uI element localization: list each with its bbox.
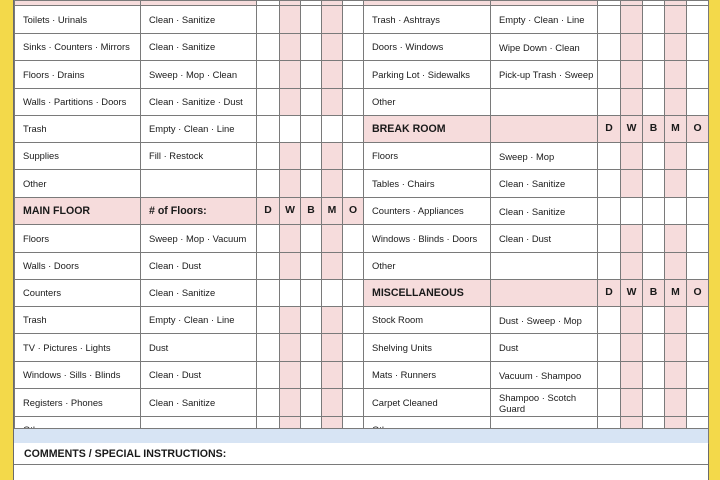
checklist-row — [15, 361, 709, 389]
right-area-cell: Mats · Runners — [364, 361, 491, 389]
left-area-cell: Trash — [15, 116, 141, 143]
left-checkbox-cell[interactable] — [322, 361, 343, 389]
right-checkbox-cell[interactable] — [621, 142, 643, 170]
left-checkbox-cell[interactable] — [257, 389, 280, 417]
right-checkbox-cell[interactable] — [598, 142, 621, 170]
right-checkbox-cell[interactable] — [687, 252, 709, 280]
right-area-cell: Floors — [364, 142, 491, 170]
left-checkbox-cell[interactable] — [280, 225, 301, 253]
right-area-cell: Doors · Windows — [364, 33, 491, 61]
right-area-cell: Parking Lot · Sidewalks — [364, 61, 491, 89]
left-checkbox-cell[interactable] — [280, 306, 301, 334]
left-checkbox-cell[interactable] — [257, 225, 280, 253]
left-checkbox-cell[interactable] — [280, 142, 301, 170]
left-task-cell: Dust — [141, 334, 257, 362]
left-frequency-header: D — [257, 197, 280, 225]
left-checkbox-cell[interactable] — [301, 88, 322, 116]
right-checkbox-cell[interactable] — [643, 197, 665, 225]
right-checkbox-cell[interactable] — [643, 361, 665, 389]
left-checkbox-cell[interactable] — [257, 88, 280, 116]
left-checkbox-cell[interactable] — [343, 88, 364, 116]
left-checkbox-cell[interactable] — [322, 225, 343, 253]
left-checkbox-cell[interactable] — [343, 334, 364, 362]
checklist-row — [15, 280, 709, 307]
cleaning-checklist-table — [14, 0, 709, 444]
left-area-cell: Registers · Phones — [15, 389, 141, 417]
checklist-row — [15, 389, 709, 417]
right-frequency-header: W — [621, 116, 643, 143]
left-checkbox-cell[interactable] — [343, 33, 364, 61]
right-checkbox-cell[interactable] — [598, 197, 621, 225]
right-checkbox-cell[interactable] — [687, 306, 709, 334]
left-checkbox-cell[interactable] — [301, 280, 322, 307]
right-checkbox-cell[interactable] — [598, 33, 621, 61]
right-frequency-header: D — [598, 280, 621, 307]
right-checkbox-cell[interactable] — [621, 170, 643, 198]
right-area-cell: Tables · Chairs — [364, 170, 491, 198]
left-checkbox-cell[interactable] — [280, 252, 301, 280]
right-checkbox-cell[interactable] — [665, 252, 687, 280]
right-checkbox-cell[interactable] — [598, 252, 621, 280]
right-task-cell: Empty · Clean · Line — [491, 6, 598, 34]
left-checkbox-cell[interactable] — [322, 33, 343, 61]
comments-writing-line[interactable] — [14, 464, 708, 465]
left-checkbox-cell[interactable] — [257, 361, 280, 389]
left-checkbox-cell[interactable] — [343, 389, 364, 417]
left-checkbox-cell[interactable] — [322, 334, 343, 362]
checklist-row — [15, 334, 709, 362]
right-checkbox-cell[interactable] — [598, 6, 621, 34]
checklist-row — [15, 170, 709, 198]
left-checkbox-cell[interactable] — [301, 252, 322, 280]
right-task-cell: Dust — [491, 334, 598, 362]
right-checkbox-cell[interactable] — [643, 252, 665, 280]
left-task-cell: Clean · Sanitize — [141, 33, 257, 61]
right-checkbox-cell[interactable] — [687, 142, 709, 170]
left-checkbox-cell[interactable] — [280, 170, 301, 198]
section-divider-band — [14, 428, 708, 444]
right-checkbox-cell[interactable] — [643, 142, 665, 170]
left-task-cell: Clean · Sanitize · Dust — [141, 88, 257, 116]
right-checkbox-cell[interactable] — [665, 389, 687, 417]
left-checkbox-cell[interactable] — [322, 252, 343, 280]
left-checkbox-cell[interactable] — [280, 361, 301, 389]
left-section-title: MAIN FLOOR — [15, 197, 141, 225]
checklist-row — [15, 252, 709, 280]
right-checkbox-cell[interactable] — [687, 6, 709, 34]
checklist-row — [15, 116, 709, 143]
right-task-cell: Sweep · Mop — [491, 142, 598, 170]
left-area-cell: Floors · Drains — [15, 61, 141, 89]
right-checkbox-cell[interactable] — [687, 389, 709, 417]
checklist-row — [15, 33, 709, 61]
right-checkbox-cell[interactable] — [687, 225, 709, 253]
right-checkbox-cell[interactable] — [643, 306, 665, 334]
left-checkbox-cell[interactable] — [280, 280, 301, 307]
right-checkbox-cell[interactable] — [621, 389, 643, 417]
left-checkbox-cell[interactable] — [280, 88, 301, 116]
left-checkbox-cell[interactable] — [301, 334, 322, 362]
left-checkbox-cell[interactable] — [343, 61, 364, 89]
right-checkbox-cell[interactable] — [665, 6, 687, 34]
left-checkbox-cell[interactable] — [322, 389, 343, 417]
right-checkbox-cell[interactable] — [621, 361, 643, 389]
left-area-cell: TV · Pictures · Lights — [15, 334, 141, 362]
right-checkbox-cell[interactable] — [665, 33, 687, 61]
left-section-subtitle: # of Floors: — [141, 197, 257, 225]
left-checkbox-cell[interactable] — [257, 170, 280, 198]
left-task-cell: Sweep · Mop · Clean — [141, 61, 257, 89]
left-checkbox-cell[interactable] — [280, 33, 301, 61]
right-checkbox-cell[interactable] — [621, 88, 643, 116]
right-section-subtitle — [491, 116, 598, 143]
left-checkbox-cell[interactable] — [343, 361, 364, 389]
right-checkbox-cell[interactable] — [621, 61, 643, 89]
left-area-cell: Floors — [15, 225, 141, 253]
right-checkbox-cell[interactable] — [621, 33, 643, 61]
right-task-cell: Wipe Down · Clean — [491, 33, 598, 61]
right-checkbox-cell[interactable] — [687, 61, 709, 89]
left-checkbox-cell[interactable] — [301, 33, 322, 61]
left-area-cell: Windows · Sills · Blinds — [15, 361, 141, 389]
right-checkbox-cell[interactable] — [643, 389, 665, 417]
right-checkbox-cell[interactable] — [643, 334, 665, 362]
right-area-cell: Counters · Appliances — [364, 197, 491, 225]
left-checkbox-cell[interactable] — [322, 61, 343, 89]
right-checkbox-cell[interactable] — [621, 252, 643, 280]
left-checkbox-cell[interactable] — [343, 225, 364, 253]
left-checkbox-cell[interactable] — [257, 334, 280, 362]
left-checkbox-cell[interactable] — [257, 252, 280, 280]
left-checkbox-cell[interactable] — [257, 280, 280, 307]
left-checkbox-cell[interactable] — [257, 306, 280, 334]
left-task-cell: Clean · Sanitize — [141, 280, 257, 307]
left-task-cell: Clean · Dust — [141, 361, 257, 389]
right-checkbox-cell[interactable] — [621, 334, 643, 362]
comments-section — [14, 443, 708, 480]
right-checkbox-cell[interactable] — [687, 361, 709, 389]
left-area-cell: Walls · Partitions · Doors — [15, 88, 141, 116]
right-checkbox-cell[interactable] — [598, 170, 621, 198]
left-checkbox-cell[interactable] — [257, 6, 280, 34]
left-checkbox-cell[interactable] — [301, 142, 322, 170]
left-checkbox-cell[interactable] — [280, 116, 301, 143]
checklist-row — [15, 306, 709, 334]
left-frequency-header: O — [343, 197, 364, 225]
left-area-cell: Sinks · Counters · Mirrors — [15, 33, 141, 61]
right-checkbox-cell[interactable] — [687, 334, 709, 362]
left-checkbox-cell[interactable] — [301, 116, 322, 143]
left-checkbox-cell[interactable] — [257, 116, 280, 143]
left-area-cell: Trash — [15, 306, 141, 334]
left-checkbox-cell[interactable] — [322, 116, 343, 143]
right-checkbox-cell[interactable] — [643, 170, 665, 198]
right-area-cell: Other — [364, 252, 491, 280]
left-checkbox-cell[interactable] — [301, 306, 322, 334]
right-area-cell: Carpet Cleaned — [364, 389, 491, 417]
right-checkbox-cell[interactable] — [687, 197, 709, 225]
checklist-row — [15, 225, 709, 253]
right-task-cell: Dust · Sweep · Mop — [491, 306, 598, 334]
right-checkbox-cell[interactable] — [665, 306, 687, 334]
left-task-cell: Clean · Sanitize — [141, 6, 257, 34]
left-area-cell: Toilets · Urinals — [15, 6, 141, 34]
right-area-cell: Shelving Units — [364, 334, 491, 362]
left-checkbox-cell[interactable] — [257, 61, 280, 89]
left-frequency-header: B — [301, 197, 322, 225]
left-checkbox-cell[interactable] — [280, 389, 301, 417]
left-checkbox-cell[interactable] — [301, 389, 322, 417]
right-checkbox-cell[interactable] — [665, 170, 687, 198]
left-checkbox-cell[interactable] — [280, 61, 301, 89]
left-checkbox-cell[interactable] — [343, 306, 364, 334]
checklist-sheet — [13, 0, 709, 480]
right-section-title: MISCELLANEOUS — [364, 280, 491, 307]
right-task-cell — [491, 88, 598, 116]
right-task-cell — [491, 252, 598, 280]
right-checkbox-cell[interactable] — [621, 6, 643, 34]
right-checkbox-cell[interactable] — [598, 361, 621, 389]
right-checkbox-cell[interactable] — [665, 225, 687, 253]
right-frequency-header: M — [665, 280, 687, 307]
left-frequency-header: M — [322, 197, 343, 225]
left-checkbox-cell[interactable] — [280, 6, 301, 34]
right-task-cell: Clean · Sanitize — [491, 197, 598, 225]
right-area-cell: Other — [364, 88, 491, 116]
left-checkbox-cell[interactable] — [301, 170, 322, 198]
left-checkbox-cell[interactable] — [301, 61, 322, 89]
right-area-cell: Trash · Ashtrays — [364, 6, 491, 34]
left-checkbox-cell[interactable] — [257, 33, 280, 61]
right-checkbox-cell[interactable] — [665, 197, 687, 225]
right-frequency-header: O — [687, 116, 709, 143]
left-task-cell: Clean · Dust — [141, 252, 257, 280]
checklist-row — [15, 142, 709, 170]
right-checkbox-cell[interactable] — [598, 225, 621, 253]
right-checkbox-cell[interactable] — [665, 334, 687, 362]
checklist-row — [15, 197, 709, 225]
comments-title: COMMENTS / SPECIAL INSTRUCTIONS: — [24, 448, 227, 460]
left-checkbox-cell[interactable] — [343, 116, 364, 143]
left-task-cell: Empty · Clean · Line — [141, 116, 257, 143]
left-area-cell: Walls · Doors — [15, 252, 141, 280]
right-checkbox-cell[interactable] — [598, 334, 621, 362]
left-checkbox-cell[interactable] — [301, 225, 322, 253]
left-area-cell: Supplies — [15, 142, 141, 170]
right-checkbox-cell[interactable] — [643, 88, 665, 116]
right-checkbox-cell[interactable] — [687, 170, 709, 198]
left-checkbox-cell[interactable] — [343, 142, 364, 170]
right-frequency-header: B — [643, 116, 665, 143]
right-checkbox-cell[interactable] — [643, 61, 665, 89]
left-task-cell: Empty · Clean · Line — [141, 306, 257, 334]
left-checkbox-cell[interactable] — [322, 170, 343, 198]
left-checkbox-cell[interactable] — [301, 6, 322, 34]
right-checkbox-cell[interactable] — [598, 88, 621, 116]
left-checkbox-cell[interactable] — [322, 280, 343, 307]
right-area-cell: Stock Room — [364, 306, 491, 334]
left-task-cell: Fill · Restock — [141, 142, 257, 170]
right-checkbox-cell[interactable] — [621, 197, 643, 225]
left-checkbox-cell[interactable] — [322, 6, 343, 34]
left-checkbox-cell[interactable] — [343, 280, 364, 307]
left-checkbox-cell[interactable] — [343, 6, 364, 34]
right-frequency-header: D — [598, 116, 621, 143]
checklist-row — [15, 61, 709, 89]
left-checkbox-cell[interactable] — [301, 361, 322, 389]
right-task-cell: Shampoo · Scotch Guard — [491, 389, 598, 417]
right-checkbox-cell[interactable] — [598, 306, 621, 334]
right-task-cell: Pick-up Trash · Sweep — [491, 61, 598, 89]
left-area-cell: Counters — [15, 280, 141, 307]
right-checkbox-cell[interactable] — [687, 88, 709, 116]
right-checkbox-cell[interactable] — [643, 225, 665, 253]
left-checkbox-cell[interactable] — [322, 306, 343, 334]
checklist-row — [15, 6, 709, 34]
right-area-cell: Windows · Blinds · Doors — [364, 225, 491, 253]
right-checkbox-cell[interactable] — [665, 361, 687, 389]
right-checkbox-cell[interactable] — [598, 61, 621, 89]
left-checkbox-cell[interactable] — [322, 88, 343, 116]
right-checkbox-cell[interactable] — [687, 33, 709, 61]
left-checkbox-cell[interactable] — [343, 252, 364, 280]
right-frequency-header: O — [687, 280, 709, 307]
right-checkbox-cell[interactable] — [665, 61, 687, 89]
right-checkbox-cell[interactable] — [665, 142, 687, 170]
right-frequency-header: M — [665, 116, 687, 143]
left-checkbox-cell[interactable] — [343, 170, 364, 198]
checklist-row — [15, 88, 709, 116]
right-checkbox-cell[interactable] — [643, 33, 665, 61]
left-task-cell: Clean · Sanitize — [141, 389, 257, 417]
right-task-cell: Clean · Dust — [491, 225, 598, 253]
right-checkbox-cell[interactable] — [598, 389, 621, 417]
right-checkbox-cell[interactable] — [643, 6, 665, 34]
right-task-cell: Vacuum · Shampoo — [491, 361, 598, 389]
right-checkbox-cell[interactable] — [665, 88, 687, 116]
left-checkbox-cell[interactable] — [280, 334, 301, 362]
right-checkbox-cell[interactable] — [621, 225, 643, 253]
left-checkbox-cell[interactable] — [322, 142, 343, 170]
right-section-subtitle — [491, 280, 598, 307]
left-area-cell: Other — [15, 170, 141, 198]
right-section-title: BREAK ROOM — [364, 116, 491, 143]
left-task-cell: Sweep · Mop · Vacuum — [141, 225, 257, 253]
right-frequency-header: W — [621, 280, 643, 307]
left-frequency-header: W — [280, 197, 301, 225]
right-frequency-header: B — [643, 280, 665, 307]
left-task-cell — [141, 170, 257, 198]
right-checkbox-cell[interactable] — [621, 306, 643, 334]
left-checkbox-cell[interactable] — [257, 142, 280, 170]
right-task-cell: Clean · Sanitize — [491, 170, 598, 198]
